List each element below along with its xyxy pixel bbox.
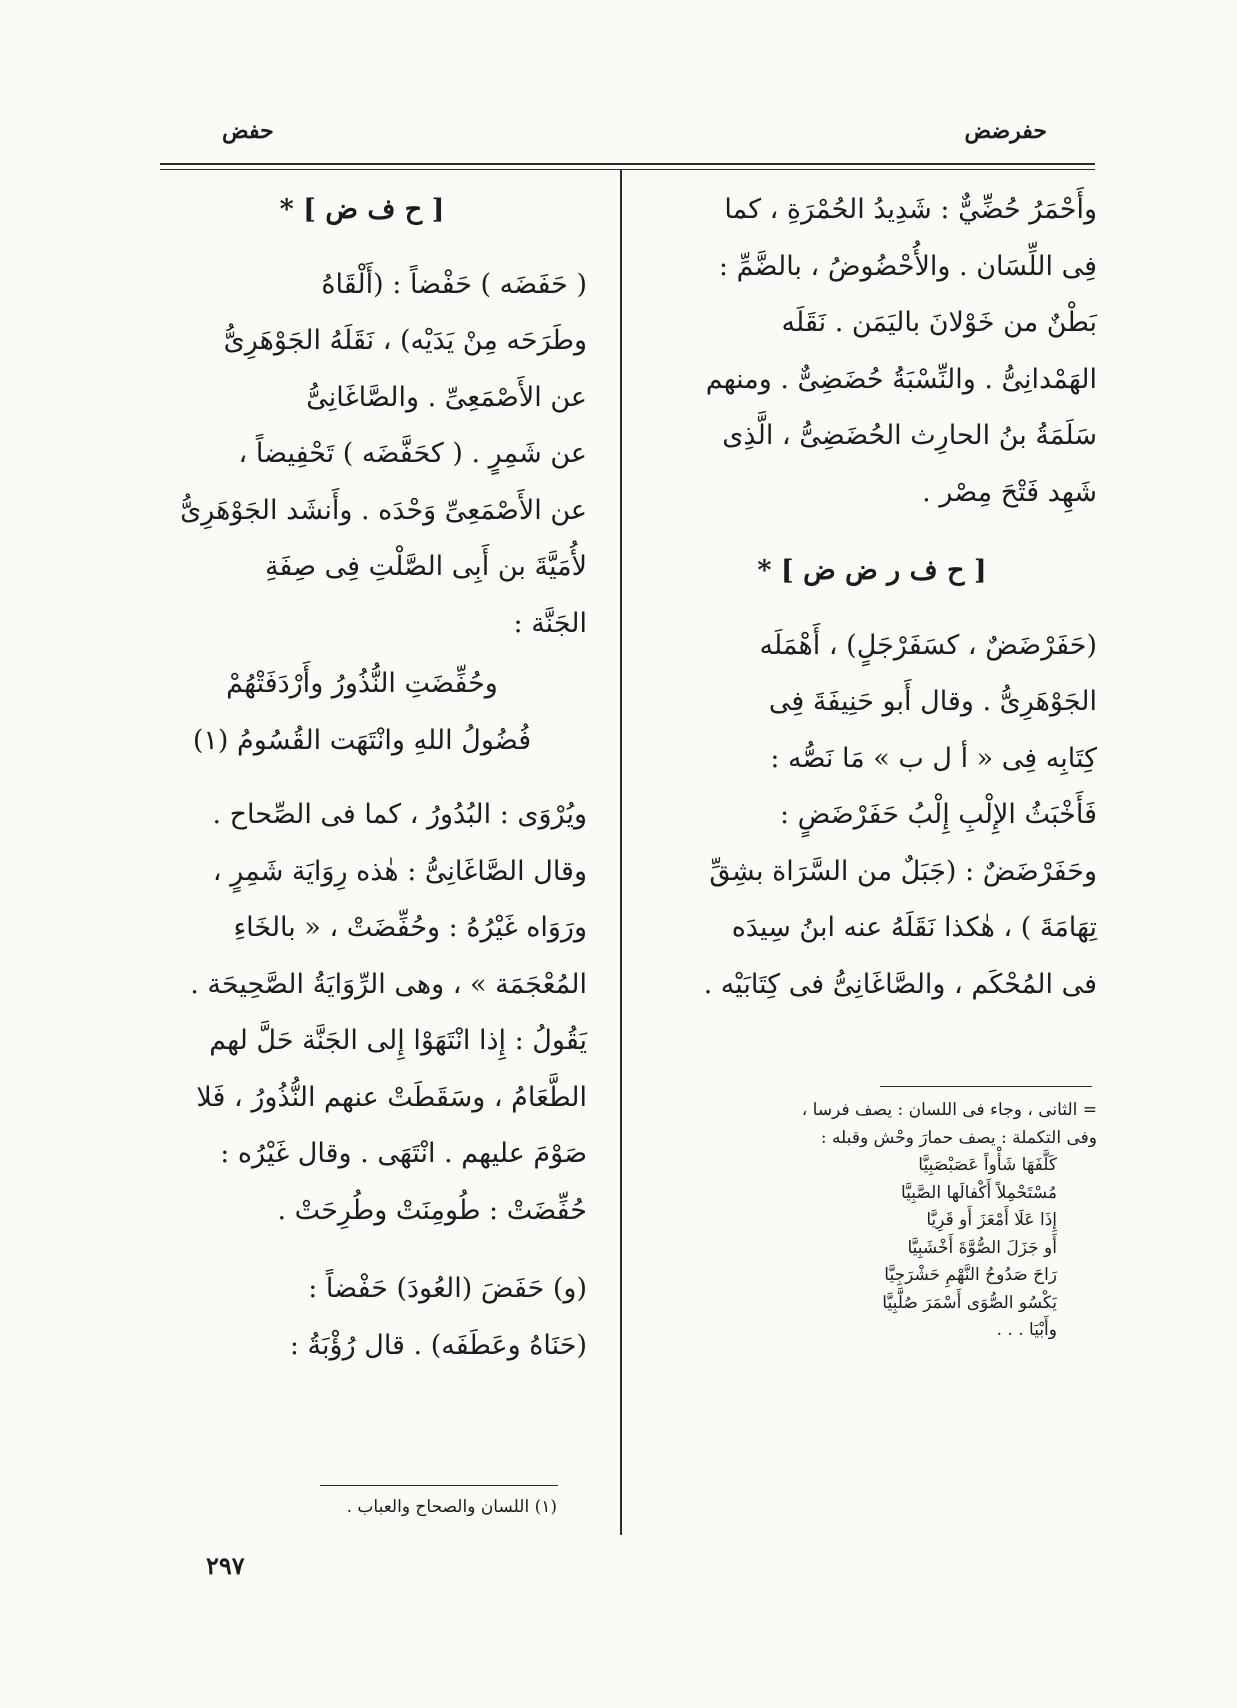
running-header-left: حفض xyxy=(222,118,274,144)
text-line: شَهِد فَتْحَ مِصْر . xyxy=(922,476,1097,508)
text-line: فَأَخْبَثُ الإِلْبِ إِلْبُ حَفَرْضَضٍ : xyxy=(779,799,1097,830)
entry-hfd-part-b xyxy=(137,787,587,1239)
running-header-right: حفرضض xyxy=(964,118,1047,144)
text-line: لأُمَيَّةَ بن أَبِى الصَّلْتِ فِى صِفَةِ xyxy=(264,551,587,582)
text-line: سَلَمَةُ بنُ الحارِث الحُضَضِىُّ ، الَّذِى xyxy=(722,420,1097,451)
text-line: الهَمْدانِىُّ . والنِّسْبَةُ حُضَضِىٌّ . ومنهم xyxy=(705,363,1097,395)
text-line: عن الأَصْمَعِىِّ . والصَّاغَانِىُّ xyxy=(306,381,587,413)
footnote-verse: أَو جَزَلَ الصُّوَّةَ أَخْشَبِيَّا xyxy=(907,1237,1057,1258)
poem-verse-1: وحُفِّضَتِ النُّذُورُ وأَرْدَفَتْهُمْ xyxy=(226,668,498,699)
page-number: ٢٩٧ xyxy=(206,1551,245,1580)
text-line: (حَنَاهُ وعَطَفَه) . قال رُؤْبَةُ : xyxy=(289,1329,587,1361)
entry-hfd-part-a xyxy=(137,257,587,653)
footnote-verse: رَاحَ صَدُوحُ النَّهْمِ حَشْرَجِيَّا xyxy=(884,1265,1057,1285)
text-line: ورَوَاه غَيْرُهُ : وحُفِّضَتْ ، « بالخَاءِ xyxy=(233,912,587,943)
text-line: بَطْنٌ من خَوْلانَ باليَمَن . نَقَلَه xyxy=(781,307,1097,338)
entry-heading-hfrdd: [ ح ف ر ض ض ] * xyxy=(757,555,987,586)
footnote-rule-left xyxy=(320,1485,558,1486)
footnote-right xyxy=(637,1097,1097,1345)
text-line: الطَّعَامُ ، وسَقَطَتْ عنهم النُّذُورُ ، فَلا xyxy=(196,1081,587,1113)
text-line: (و) حَفَضَ (العُودَ) حَفْضاً : xyxy=(308,1273,587,1304)
header-rule-thin xyxy=(160,169,1095,170)
entry-hdd-continuation xyxy=(647,182,1097,521)
text-line: يَقُولُ : إِذا انْتَهَوْا إِلى الجَنَّة حَلَّ لهم xyxy=(209,1025,587,1056)
footnote-verse: وأَبْيَا . . . xyxy=(996,1320,1057,1340)
entry-hfd-part-c xyxy=(137,1261,587,1374)
text-line: المُعْجَمَة » ، وهى الرِّوَايَةُ الصَّحِيحَة . xyxy=(190,968,587,1000)
text-line: (حَفَرْضَضٌ ، كسَفَرْجَلٍ) ، أَهْمَلَه xyxy=(759,629,1097,661)
text-line: الجَنَّة : xyxy=(513,607,587,639)
text-line: فى المُحْكَم ، والصَّاغَانِىُّ فى كِتَابَيْه . xyxy=(703,968,1097,1000)
entry-hfrdd xyxy=(647,618,1097,1014)
text-line: تِهَامَةَ ) ، هٰكذا نَقَلَهُ عنه ابنُ سِيدَه xyxy=(731,912,1097,943)
header-rule xyxy=(160,163,1095,165)
column-divider xyxy=(620,170,622,1535)
text-line: وأَحْمَرُ حُضِّيٌّ : شَدِيدُ الحُمْرَةِ ، كما xyxy=(724,194,1097,225)
footnote-line: = الثانى ، وجاء فى اللسان : يصف فرسا ، xyxy=(801,1100,1097,1120)
poem-verse-2: فُضُولُ اللهِ وانْتَهَت القُسُومُ (١) xyxy=(192,724,532,756)
right-column xyxy=(647,182,1097,1017)
footnote-verse: يَكْسُو الصُّوَى أَسْمَرَ صُلَّبِيَّا xyxy=(882,1292,1057,1313)
text-line: عن الأَصْمَعِىِّ وَحْدَه . وأَنشَد الجَوْهَرِىُّ xyxy=(180,494,587,526)
text-line: فِى اللِّسَان . والأُحْضُوضُ ، بالضَّمِّ : xyxy=(718,250,1097,282)
text-line: صَوْمَ عليهم . انْتَهَى . وقال غَيْرُه : xyxy=(220,1138,587,1169)
footnote-verse: إِذَا عَلَا أَمْعَزَ أَو قَرِيَّا xyxy=(926,1210,1057,1230)
entry-heading-hfd: [ ح ف ض ] * xyxy=(279,194,445,225)
text-line: وحَفَرْضَضٌ : (جَبَلٌ من السَّرَاة بشِقِّ xyxy=(709,855,1097,887)
text-line: حُفِّضَتْ : طُومِنَتْ وطُرِحَتْ . xyxy=(277,1194,587,1226)
footnote-left: (١) اللسان والصحاح والعباب . xyxy=(346,1497,557,1517)
footnote-line: وفى التكملة : يصف حمارَ وحْش وقبله : xyxy=(820,1127,1097,1148)
footnote-verse: مُسْتَحْمِلاً أَكْفالَها الصَّبِيَّا xyxy=(900,1182,1057,1203)
text-line: وقال الصَّاغَانِىُّ : هٰذه رِوَايَة شَمِرٍ ، xyxy=(212,855,587,887)
left-column xyxy=(137,182,587,1378)
text-line: عن شَمِرٍ . ( كحَفَّضَه ) تَحْفِيضاً ، xyxy=(238,438,587,469)
text-line: الجَوْهَرِىُّ . وقال أَبو حَنِيفَةَ فِى xyxy=(768,686,1097,717)
text-line: ( حَفَضَه ) حَفْضاً : (أَلْقَاهُ xyxy=(321,268,587,300)
footnote-rule-right xyxy=(880,1086,1092,1087)
text-line: وطَرَحَه مِنْ يَدَيْه) ، نَقَلَهُ الجَوْهَرِىُّ xyxy=(223,325,587,356)
text-line: ويُرْوَى : البُدُورُ ، كما فى الصِّحاح . xyxy=(212,799,587,830)
text-line: كِتَابِه فِى « أ ل ب » مَا نَصُّه : xyxy=(770,742,1097,774)
footnote-verse: كَلَّفَهَا شَأْواً عَصَبْصَبِيَّا xyxy=(918,1155,1057,1175)
